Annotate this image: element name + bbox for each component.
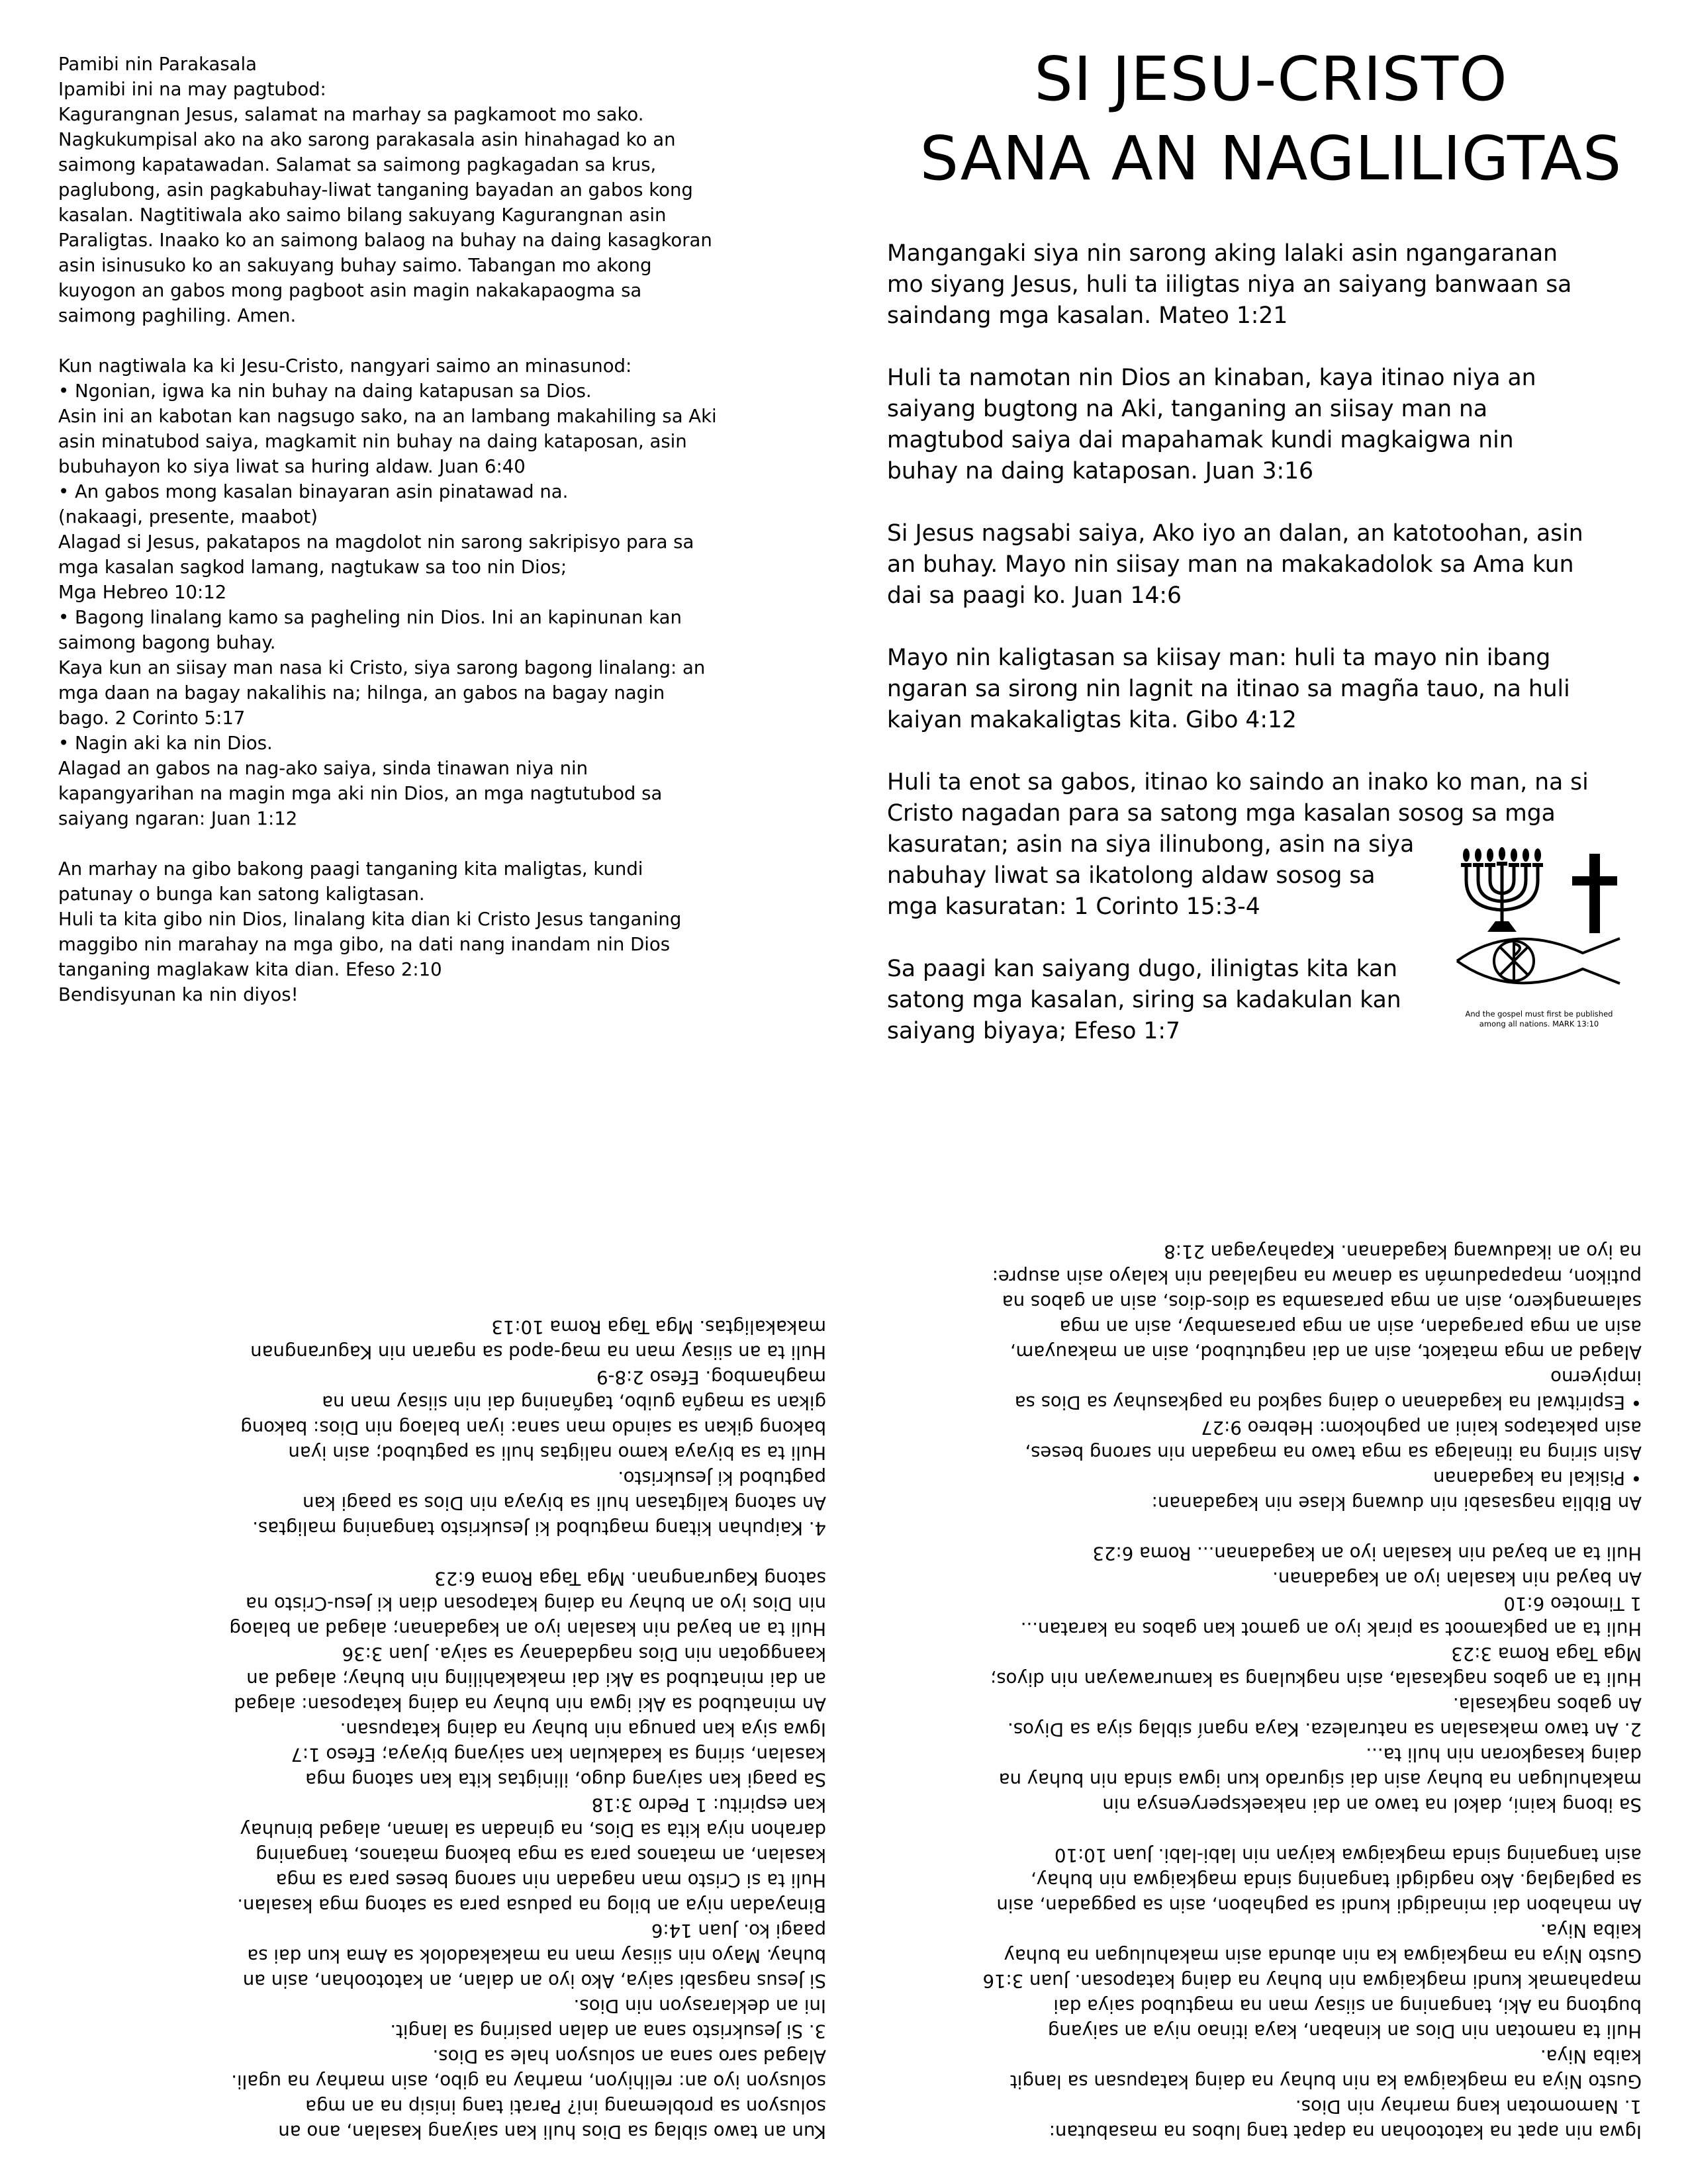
verse-line: saiyang bugtong na Aki, tanganing an siisay man na (887, 396, 1488, 422)
text-line: mapahamak kundi magkaigwa nin buhay na daing kataposan. Juan 3:16 (982, 1970, 1642, 1991)
verse-line: saiyang biyaya; Efeso 1:7 (887, 1018, 1180, 1044)
text-line: kasalan. Nagtitiwala ako saimo bilang sakuyang Kagurangnan asin (58, 205, 667, 226)
verse-line: Mayo nin kaligtasan sa kiisay man: huli ta mayo nin ibang (887, 645, 1551, 671)
verse-line: Huli ta namotan nin Dios an kinaban, kaya itinao niya an (887, 365, 1536, 391)
text-line: pagtubod ki Jesukristo. (618, 1467, 826, 1488)
text-line: kan espiritu: 1 Pedro 3:18 (591, 1794, 826, 1815)
text-line: Gusto Niya na magkaigwa ka nin buhay na daing katapusan sa langit (1009, 2071, 1642, 2092)
text-line: impiyerno (1550, 1367, 1642, 1388)
text-line: • Espiritwal na kagadanan o daing sagkod na pagkasuhay sa Dios sa (1014, 1392, 1642, 1413)
text-line: kuyogon an gabos mong pagboot asin magin nakakapaogma sa (58, 280, 642, 301)
text-line: Igwa siya kan panuga nin buhay na daing katapusan. (340, 1719, 826, 1740)
verse-line: Mangangaki siya nin sarong aking lalaki asin ngangaranan (887, 240, 1558, 267)
text-line: bubuhayon ko siya liwat sa huring aldaw. Juan 6:40 (58, 456, 526, 477)
text-line: asin an mga paragadan, asin an mga parasambay, asin an mga (1059, 1316, 1642, 1338)
text-line: Sa paagi kan saiyang dugo, ilinigtas kita kan satong mga (305, 1769, 826, 1790)
upside-down-left-section (45, 1125, 826, 2144)
text-line: (nakaagi, presente, maabot) (58, 506, 318, 527)
text-line: Sa ibong kaini, dakol na tawo an dai nakaeksperyensya nin (1102, 1794, 1642, 1815)
text-line: 1. Namomotan kang marhay nin Dios. (1295, 2096, 1642, 2117)
page-title (887, 40, 1655, 199)
text-line: Huli ta an bayad nin kasalan iyo an kagadanan... Roma 6:23 (1092, 1543, 1642, 1564)
verse-block (887, 518, 1655, 612)
text-line: Kun nagtiwala ka ki Jesu-Cristo, nangyari saimo an minasunod: (58, 355, 632, 377)
text-line: An gabos nagkasala. (1452, 1694, 1642, 1715)
text-line: mga kasalan sagkod lamang, nagtukaw sa too nin Dios; (58, 557, 567, 578)
verse-block (887, 238, 1655, 332)
text-line: Huli ta an bayad nin kasalan iyo an kagadanan; alagad an balaog (229, 1618, 826, 1639)
text-line: Mga Taga Roma 3:23 (1451, 1643, 1642, 1664)
text-line: 4. Kaipuhan kitang magtubod ki Jesukristo tanganing maligtas. (252, 1518, 826, 1539)
text-line: buhay. Mayo nin siisay man na makakadolok sa Ama kun dai sa (247, 1945, 826, 1966)
text-line: Binayadan niya an bilog na padusa para sa satong mga kasalan. (237, 1895, 826, 1916)
text-line: 2. An tawo makasalan sa naturaleza. Kaya nganí siblag siya sa Diyos. (1007, 1719, 1642, 1740)
text-line: Bendisyunan ka nin diyos! (58, 984, 299, 1005)
blank-line (887, 1817, 1642, 1843)
text-line: An Biblia nagsasabi nin duwang klase nin kagadanan: (1151, 1492, 1642, 1514)
text-line: • An gabos mong kasalan binayaran asin pinatawad na. (58, 481, 569, 502)
text-line: makakaligtas. Mga Taga Roma 10:13 (491, 1316, 826, 1338)
text-line: Huli ta sa biyaya kamo naligtas huli sa pagtubod; asin iyan (288, 1442, 826, 1463)
text-line: Ini an deklarasyon nin Dios. (573, 1995, 826, 2017)
text-line: Mga Hebreo 10:12 (58, 582, 227, 603)
text-line: Asin ini an kabotan kan nagsugo sako, na an lambang makahiling sa Aki (58, 406, 717, 427)
text-line: 3. Si Jesukristo sana an dalan pasiring sa langit. (390, 2021, 826, 2042)
text-line: An mahabon dai minadigdi kundi sa paghabon, asin sa paggadan, asin (996, 1895, 1642, 1916)
text-line: bago. 2 Corinto 5:17 (58, 707, 246, 729)
ichthys-chi-rho-icon (1457, 938, 1620, 983)
logo-caption-line-1: And the gospel must first be published (1465, 1009, 1613, 1019)
text-line: kasalan, siring sa kadakulan kan saiyang biyaya; Efeso 1:7 (291, 1744, 826, 1765)
text-line: makahulugan na buhay asin dai sigurado kun igwa sinda nin buhay na (998, 1769, 1642, 1790)
text-line: sa paglaglag. Ako nagdigdi tanganing sinda magkaigwa nin buhay, (1030, 1870, 1642, 1891)
text-line: Huli ta namotan nin Dios an kinaban, kaya itinao niya an saiyang (1047, 2021, 1642, 2042)
logo-caption-line-2: among all nations. MARK 13:10 (1479, 1019, 1599, 1028)
text-line: asin isinusuko ko an sakuyang buhay saimo. Tabangan mo akong (58, 255, 652, 276)
text-line: saimong bagong buhay. (58, 632, 276, 653)
text-line: Huli ta an gabos nagkasala, asin nagkulang sa kamurawayan nin diyos; (990, 1668, 1642, 1690)
text-line: solusyon iyo an: relihiyon, marhay na gibo, asin marhay na ugali. (231, 2071, 826, 2092)
text-line: kapangyarihan na magin mga aki nin Dios, an mga nagtutubod sa (58, 783, 663, 804)
text-line: paglubong, asin pagkabuhay-liwat tanganing bayadan an gabos kong (58, 179, 693, 201)
symbols-svg (1453, 847, 1632, 1006)
text-line: maggibo nin marahay na mga gibo, na dati nang inandam nin Dios (58, 934, 671, 955)
text-line: • Nagin aki ka nin Dios. (58, 733, 273, 754)
text-line: Kaya kun an siisay man nasa ki Cristo, siya sarong bagong linalang: an (58, 657, 706, 678)
text-line: Huli ta kita gibo nin Dios, linalang kita dian ki Cristo Jesus tanganing (58, 909, 682, 930)
text-line: • Bagong linalang kamo sa pagheling nin Dios. Ini an kapinunan kan (58, 607, 682, 628)
upside-down-right-text (887, 1239, 1642, 2144)
text-line: • Ngonian, igwa ka nin buhay na daing katapusan sa Dios. (58, 381, 592, 402)
verse-line: an buhay. Mayo nin siisay man na makakadolok sa Ama kun (887, 551, 1574, 578)
text-line: • Pisikal na kagadanan (1433, 1467, 1642, 1488)
text-line: Nagkukumpisal ako na ako sarong parakasala asin hinahagad ko an (58, 129, 676, 150)
verse-line: nabuhay liwat sa ikatolong aldaw sosog sa (887, 862, 1376, 889)
text-line: kaiba Niya. (1540, 1920, 1642, 1941)
upside-down-left-text (45, 1314, 826, 2144)
text-line: kaanggotan nin Dios nagdadanay sa saiya. Juan 3:36 (342, 1643, 826, 1664)
text-line: patunay o bunga kan satong kaligtasan. (58, 884, 425, 905)
cross-icon (1572, 854, 1617, 933)
text-line: kaiba Niya. (1540, 2046, 1642, 2067)
text-line: bugtong na Aki, tanganing an siisay man na magtubod saiya dai (1053, 1995, 1642, 2017)
verse-line: magtubod saiya dai mapahamak kundi magkaigwa nin (887, 427, 1514, 453)
verse-line: Sa paagi kan saiyang dugo, ilinigtas kita kan (887, 956, 1397, 982)
verse-line: kaiyan makakaligtas kita. Gibo 4:12 (887, 707, 1297, 733)
blank-line (58, 831, 853, 856)
text-line: asin tanganing sinda magkaigwa kaiyan nin labi-labi. Juan 10:10 (1055, 1844, 1642, 1866)
menorah-icon (1461, 847, 1543, 932)
text-line: Asin siring na itinalaga sa mga tawo na magadan nin sarong beses, (1025, 1442, 1642, 1463)
text-line: paagi ko. Juan 14:6 (651, 1920, 826, 1941)
text-line: tanganing maglakaw kita dian. Efeso 2:10 (58, 959, 442, 980)
verse-line: saindang mga kasalan. Mateo 1:21 (887, 302, 1288, 329)
verse-block (887, 363, 1655, 487)
text-line: Alagad saro sana an solusyon hale sa Dios. (432, 2046, 826, 2067)
verse-line: Huli ta enot sa gabos, itinao ko saindo an inako ko man, na si (887, 769, 1589, 796)
text-line: Igwa nin apat na katotoohan na dapat tang lubos na masabutan: (1049, 2121, 1642, 2142)
text-line: na iyo an ikaduwang kagadanan. Kapahayagan 21:8 (1164, 1241, 1642, 1262)
text-line: saiyang ngaran: Juan 1:12 (58, 808, 298, 829)
title-line-2: SANA AN NAGLILIGTAS (919, 123, 1622, 194)
text-line: Ipamibi ini na may pagtubod: (58, 79, 326, 100)
text-line: bakong gikan sa saindo man sana: iyan balaog nin Dios: bakong (240, 1417, 826, 1438)
text-line: Huli ta si Cristo man nagadan nin sarong beses para sa mga (275, 1870, 826, 1891)
text-line: An minatubod sa Aki igwa nin buhay na daing kataposan: alagad (234, 1694, 826, 1715)
text-line: an dai minatubod sa Aki dai makakahiling nin buhay; alagad an (246, 1668, 826, 1690)
text-line: darahon niya kita sa Dios, na ginadan sa laman, alagad binuhay (240, 1819, 826, 1841)
text-line: Gusto Niya na magkaigwa ka nin abunda asin makahulugan na buhay (1004, 1945, 1642, 1966)
text-line: Kun an tawo siblag sa Dios huli kan saiyang kasalan, ano an (278, 2121, 826, 2142)
text-line: solusyon sa problemang ini? Parati tang inisip na an mga (305, 2096, 826, 2117)
verse-line: ngaran sa sirong nin lagnit na itinao sa magña tauo, na huli (887, 676, 1570, 702)
text-line: mga daan na bagay nakalihis na; hilnga, an gabos na bagay nagin (58, 682, 665, 704)
verse-line: Cristo nagadan para sa satong mga kasalan sosog sa mga (887, 800, 1556, 827)
text-line: nin Dios iyo an buhay na daing kataposan dian ki Jesu-Cristo na (245, 1593, 826, 1614)
text-line: asin minatubod saiya, magkamit nin buhay na daing kataposan, asin (58, 431, 687, 452)
text-line: An marhay na gibo bakong paagi tanganing kita maligtas, kundi (58, 858, 643, 880)
text-line: Alagad an gabos na nag-ako saiya, sinda tinawan niya nin (58, 758, 588, 779)
text-line: An satong kaligtasan huli sa biyaya nin Dios sa paagi kan (303, 1492, 826, 1514)
text-line: asin pakatapos kaini an paghokom: Hebreo 9:27 (1201, 1417, 1642, 1438)
text-line: Alagad an mga matakot, asin an dai nagtutubod, asin an makauyam, (1009, 1342, 1642, 1363)
text-line: Si Jesus nagsabi saiya, Ako iyo an dalan, an katotoohan, asin an (242, 1970, 826, 1991)
verse-line: dai sa paagi ko. Juan 14:6 (887, 582, 1182, 609)
verse-block (887, 643, 1655, 736)
verse-line: Si Jesus nagsabi saiya, Ako iyo an dalan, an katotoohan, asin (887, 520, 1583, 547)
text-line: satong Kagurangnan. Mga Taga Roma 6:23 (434, 1568, 826, 1589)
upside-down-right-section (887, 1125, 1642, 2144)
text-line: kasalan, an matanos para sa mga bakong matanos, tanganing (256, 1844, 826, 1866)
blank-line (58, 328, 853, 353)
verse-line: mga kasuratan: 1 Corinto 15:3-4 (887, 893, 1260, 920)
blank-line (45, 1541, 826, 1566)
verse-line: mo siyang Jesus, huli ta iiligtas niya an saiyang banwaan sa (887, 271, 1572, 298)
text-line: maghambog. Efeso 2:8-9 (596, 1367, 826, 1388)
text-line: Kagurangnan Jesus, salamat na marhay sa pagkamoot mo sako. (58, 104, 644, 125)
text-line: saimong kapatawadan. Salamat sa saimong pagkagadan sa krus, (58, 154, 657, 175)
title-line-1: SI JESU-CRISTO (1034, 44, 1508, 114)
verse-line: satong mga kasalan, siring sa kadakulan kan (887, 987, 1401, 1013)
text-line: gikan sa magña guibo, tagñaning dai nin siisay man na (322, 1392, 826, 1413)
text-line: salamangkero, asin an mga parasamba sa dios-dios, asin an gabos na (1002, 1291, 1642, 1312)
logo-caption (1440, 1009, 1638, 1029)
text-line: Pamibi nin Parakasala (58, 54, 258, 75)
text-line: saimong paghiling. Amen. (58, 305, 297, 326)
text-line: Huli ta an siisay man na mag-apod sa ngaran nin Kagurangnan (250, 1342, 826, 1363)
prayer-section (58, 52, 853, 1007)
text-line: Alagad si Jesus, pakatapos na magdolot nin sarong sakripisyo para sa (58, 531, 694, 553)
text-line: 1 Timoteo 6:10 (1503, 1593, 1642, 1614)
text-line: An bayad nin kasalan iyo an kagadanan. (1272, 1568, 1642, 1589)
text-line: Paraligtas. Inaako ko an saimong balaog na buhay na daing kasagkoran (58, 230, 712, 251)
verse-line: kasuratan; asin na siya ilinubong, asin na siya (887, 831, 1415, 858)
blank-line (887, 1516, 1642, 1541)
text-line: daing kasagkoran nin huli ta... (1366, 1744, 1642, 1765)
text-line: Huli ta an pagkamoot sa pirak iyo an gamot kan gabos na karatan... (1020, 1618, 1642, 1639)
verse-line: buhay na daing kataposan. Juan 3:16 (887, 458, 1314, 484)
text-line: putikon, mapapadumán sa danaw na naglalaad nin kalayo asin asupre: (992, 1266, 1642, 1287)
